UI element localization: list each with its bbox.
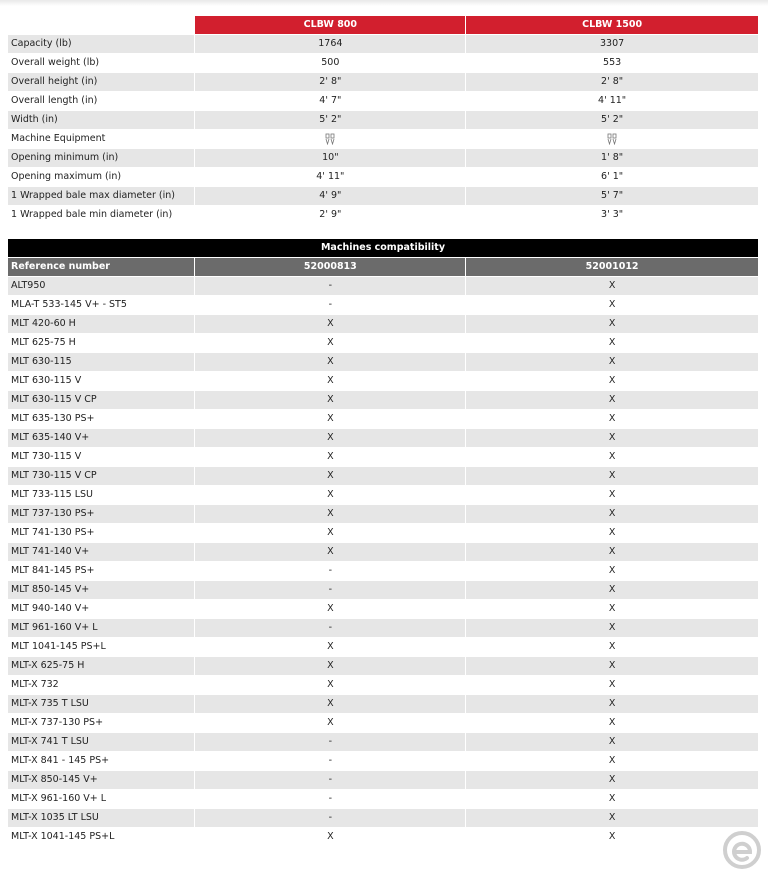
compatibility-row [8,809,758,827]
spec-row [8,111,758,129]
compatibility-mark: X [466,752,758,770]
machine-model: MLT 733-115 LSU [8,486,194,504]
machine-model: MLT 850-145 V+ [8,581,194,599]
spec-value: 2' 8" [466,73,758,91]
compatibility-mark: X [195,828,465,846]
reference-number-row [8,258,758,276]
spec-label: Overall length (in) [8,92,194,110]
compatibility-title: Machines compatibility [8,239,758,257]
reference-number-label: Reference number [8,258,194,276]
spec-label: Opening minimum (in) [8,149,194,167]
compatibility-mark: X [466,524,758,542]
spec-value: 553 [466,54,758,72]
spec-value: 5' 2" [195,111,465,129]
model-header-clbw-1500: CLBW 1500 [466,16,758,34]
compatibility-mark: X [195,391,465,409]
spec-label: Capacity (lb) [8,35,194,53]
compatibility-mark: X [466,714,758,732]
compatibility-mark: - [195,619,465,637]
compatibility-mark: X [195,714,465,732]
compatibility-mark: X [466,448,758,466]
machine-model: MLT-X 1041-145 PS+L [8,828,194,846]
spec-value: 500 [195,54,465,72]
compatibility-mark: X [466,600,758,618]
spec-label: Opening maximum (in) [8,168,194,186]
compatibility-mark: X [466,353,758,371]
spec-label: Overall weight (lb) [8,54,194,72]
compatibility-mark: - [195,296,465,314]
reference-number-1: 52000813 [195,258,465,276]
machine-model: MLT 730-115 V CP [8,467,194,485]
compatibility-table [7,238,759,847]
machine-model: MLT 940-140 V+ [8,600,194,618]
compatibility-row [8,467,758,485]
machine-model: MLT-X 961-160 V+ L [8,790,194,808]
compatibility-row [8,771,758,789]
compatibility-mark: X [466,315,758,333]
spec-row [8,35,758,53]
compatibility-row [8,353,758,371]
specs-header-row [8,16,758,34]
machine-model: MLT 841-145 PS+ [8,562,194,580]
spec-value: 5' 2" [466,111,758,129]
specs-corner-cell [8,16,194,34]
spec-value: 4' 11" [466,92,758,110]
machine-model: MLT 630-115 V CP [8,391,194,409]
spec-label: Machine Equipment [8,130,194,148]
machine-model: MLT-X 841 - 145 PS+ [8,752,194,770]
compatibility-row [8,524,758,542]
spec-equipment-cell [195,130,465,148]
compatibility-mark: X [466,410,758,428]
compatibility-mark: X [195,524,465,542]
machine-model: MLT 625-75 H [8,334,194,352]
compatibility-mark: X [466,790,758,808]
spec-row [8,187,758,205]
compatibility-mark: X [195,334,465,352]
machine-model: MLT 630-115 V [8,372,194,390]
compatibility-mark: X [466,543,758,561]
compatibility-mark: X [466,505,758,523]
compatibility-mark: X [466,467,758,485]
compatibility-mark: X [466,372,758,390]
machine-model: MLT 1041-145 PS+L [8,638,194,656]
machine-model: MLT 741-130 PS+ [8,524,194,542]
compatibility-row [8,619,758,637]
compatibility-mark: X [195,638,465,656]
spec-row [8,206,758,224]
compatibility-mark: - [195,733,465,751]
compatibility-row [8,543,758,561]
specs-table [7,15,759,225]
spec-value: 5' 7" [466,187,758,205]
compatibility-mark: X [466,676,758,694]
spec-row [8,92,758,110]
spec-value: 4' 9" [195,187,465,205]
compatibility-mark: X [466,429,758,447]
compatibility-mark: - [195,809,465,827]
compatibility-row [8,695,758,713]
machine-model: MLT 737-130 PS+ [8,505,194,523]
machine-model: MLT-X 1035 LT LSU [8,809,194,827]
spec-row [8,54,758,72]
compatibility-mark: X [466,809,758,827]
compatibility-row [8,714,758,732]
compatibility-mark: X [466,562,758,580]
spec-value: 2' 8" [195,73,465,91]
compatibility-mark: - [195,562,465,580]
spec-label: Overall height (in) [8,73,194,91]
machine-model: ALT950 [8,277,194,295]
spec-label: Width (in) [8,111,194,129]
compatibility-row [8,676,758,694]
compatibility-mark: X [195,467,465,485]
compatibility-mark: X [195,372,465,390]
compatibility-mark: X [466,619,758,637]
compatibility-mark: X [195,410,465,428]
compatibility-mark: X [466,638,758,656]
spec-row [8,73,758,91]
compatibility-row [8,638,758,656]
compatibility-mark: X [466,581,758,599]
spec-value: 4' 11" [195,168,465,186]
machine-model: MLT-X 625-75 H [8,657,194,675]
compatibility-mark: X [195,448,465,466]
compatibility-mark: - [195,752,465,770]
compatibility-mark: X [466,277,758,295]
compatibility-row [8,391,758,409]
compatibility-mark: X [466,695,758,713]
top-shadow [0,0,768,6]
compatibility-mark: X [195,695,465,713]
compatibility-row [8,277,758,295]
spec-value: 6' 1" [466,168,758,186]
spec-value: 10" [195,149,465,167]
compatibility-row [8,790,758,808]
compatibility-row [8,505,758,523]
compatibility-mark: - [195,790,465,808]
compatibility-row [8,372,758,390]
spec-row [8,130,758,148]
hydraulic-coupler-icon [606,133,618,145]
compatibility-mark: X [195,486,465,504]
compatibility-mark: X [195,505,465,523]
machine-model: MLA-T 533-145 V+ - ST5 [8,296,194,314]
compatibility-mark: - [195,277,465,295]
compatibility-mark: X [466,771,758,789]
spec-value: 4' 7" [195,92,465,110]
spec-value: 3' 3" [466,206,758,224]
compatibility-row [8,562,758,580]
compatibility-mark: X [195,657,465,675]
machine-model: MLT-X 737-130 PS+ [8,714,194,732]
machine-model: MLT-X 735 T LSU [8,695,194,713]
compatibility-mark: X [195,315,465,333]
compatibility-row [8,410,758,428]
compatibility-row [8,334,758,352]
compatibility-row [8,828,758,846]
spec-equipment-cell [466,130,758,148]
compatibility-mark: X [466,391,758,409]
hydraulic-coupler-icon [324,133,336,145]
machine-model: MLT-X 732 [8,676,194,694]
machine-model: MLT 730-115 V [8,448,194,466]
compatibility-row [8,657,758,675]
compatibility-row [8,315,758,333]
compatibility-mark: X [195,600,465,618]
machine-model: MLT 635-140 V+ [8,429,194,447]
compatibility-mark: X [195,676,465,694]
machine-model: MLT 420-60 H [8,315,194,333]
compatibility-row [8,733,758,751]
machine-model: MLT-X 850-145 V+ [8,771,194,789]
spec-value: 1764 [195,35,465,53]
compatibility-row [8,448,758,466]
spec-label: 1 Wrapped bale max diameter (in) [8,187,194,205]
machine-model: MLT 741-140 V+ [8,543,194,561]
compatibility-mark: - [195,581,465,599]
compatibility-mark: X [466,733,758,751]
compatibility-mark: - [195,771,465,789]
spec-row [8,149,758,167]
machine-model: MLT 630-115 [8,353,194,371]
compatibility-mark: X [466,657,758,675]
machine-model: MLT-X 741 T LSU [8,733,194,751]
spec-value: 1' 8" [466,149,758,167]
spec-row [8,168,758,186]
machine-model: MLT 635-130 PS+ [8,410,194,428]
spec-value: 3307 [466,35,758,53]
compatibility-row [8,600,758,618]
compatibility-mark: X [195,353,465,371]
compatibility-mark: X [466,296,758,314]
compatibility-row [8,486,758,504]
compatibility-title-row [8,239,758,257]
spec-value: 2' 9" [195,206,465,224]
e-logo-icon [722,830,762,870]
model-header-clbw-800: CLBW 800 [195,16,465,34]
compatibility-mark: X [195,429,465,447]
machine-model: MLT 961-160 V+ L [8,619,194,637]
compatibility-mark: X [466,334,758,352]
spec-label: 1 Wrapped bale min diameter (in) [8,206,194,224]
compatibility-row [8,581,758,599]
compatibility-row [8,429,758,447]
compatibility-mark: X [195,543,465,561]
compatibility-row [8,752,758,770]
compatibility-mark: X [466,828,758,846]
reference-number-2: 52001012 [466,258,758,276]
compatibility-mark: X [466,486,758,504]
compatibility-row [8,296,758,314]
